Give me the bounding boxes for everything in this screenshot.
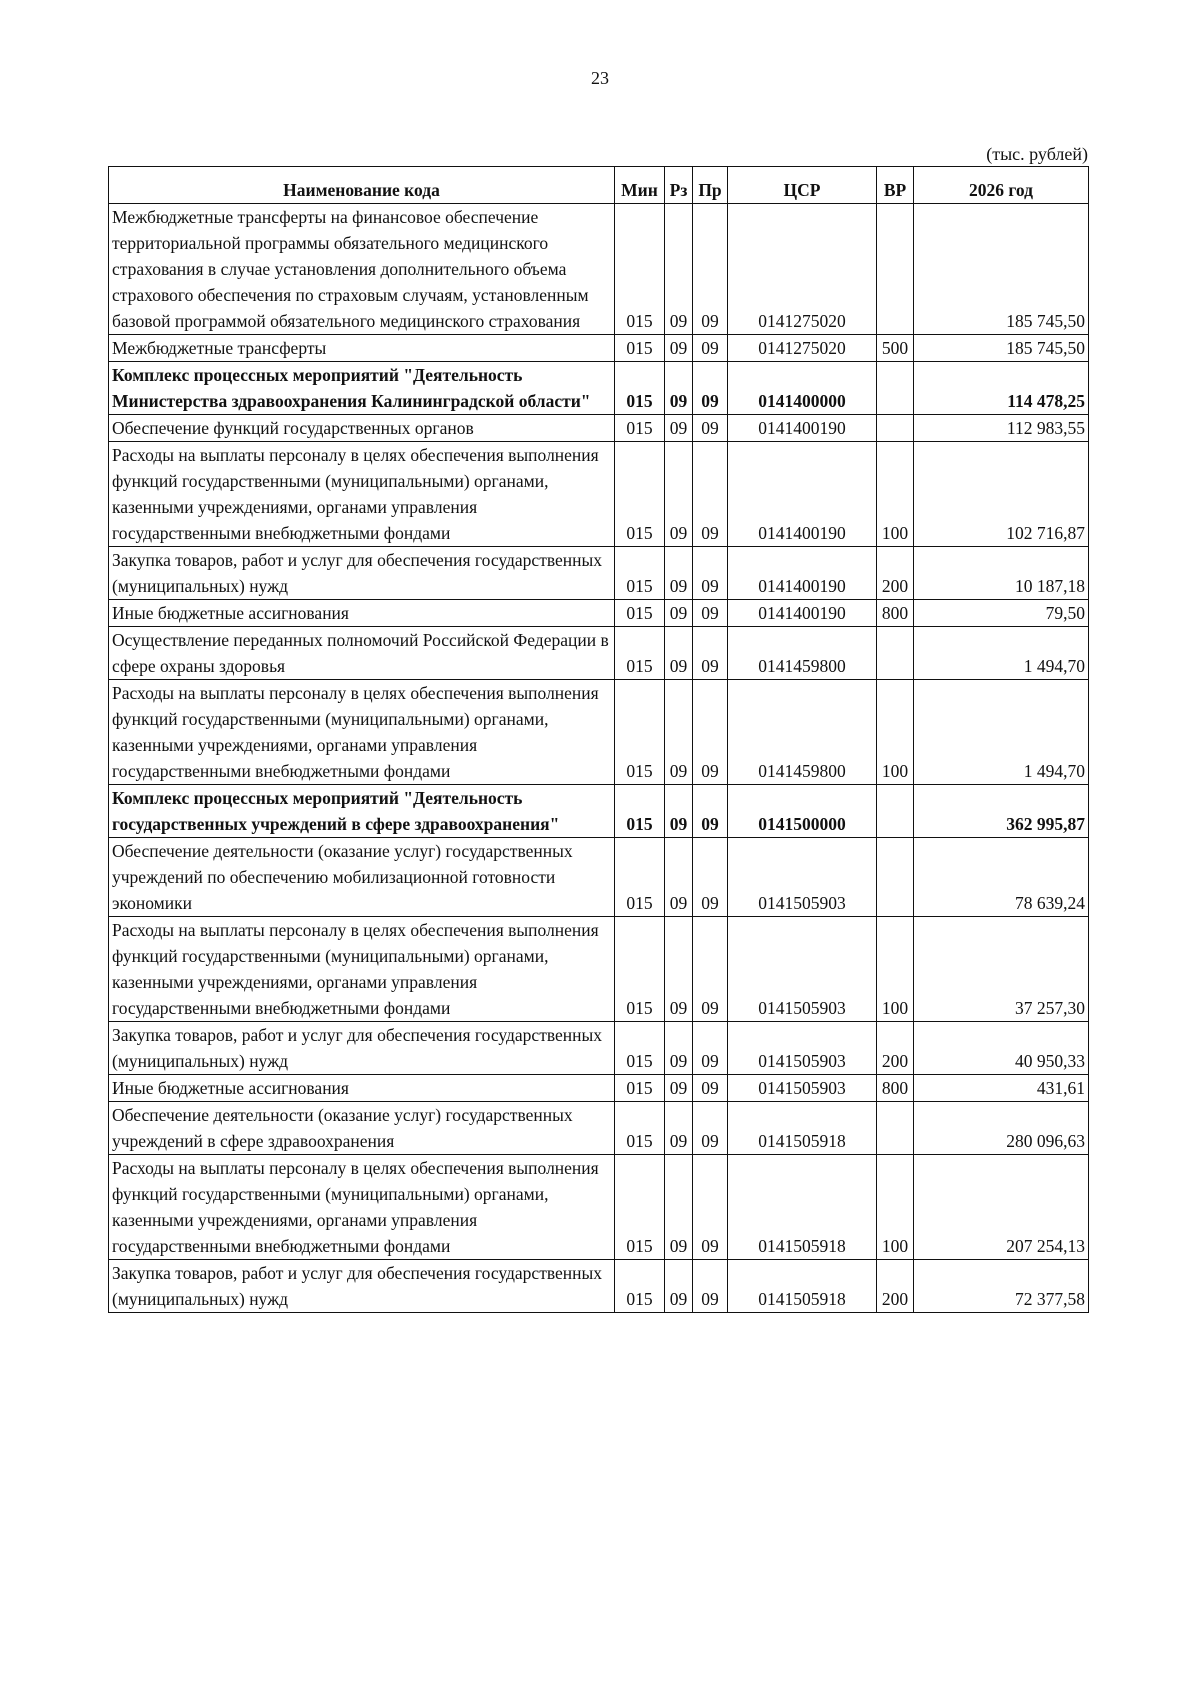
table-row: [109, 442, 1089, 547]
cell-vr: 100: [877, 917, 914, 1022]
cell-csr: 0141400190: [728, 415, 877, 442]
cell-vr: 100: [877, 680, 914, 785]
table-row: [109, 547, 1089, 600]
cell-csr: 0141459800: [728, 680, 877, 785]
cell-name: Обеспечение деятельности (оказание услуг) государственных учреждений по обеспечению мобилизационной готовности экономики: [109, 838, 615, 917]
units-note: (тыс. рублей): [986, 144, 1088, 164]
cell-min: 015: [615, 1155, 665, 1260]
cell-name: Расходы на выплаты персоналу в целях обеспечения выполнения функций государственными (муниципальными) органами, казенными учреждениями, органами управления государственными внебюджетными фондами: [109, 917, 615, 1022]
header-name: Наименование кода: [109, 167, 615, 204]
cell-csr: 0141400190: [728, 442, 877, 547]
cell-name: Расходы на выплаты персоналу в целях обеспечения выполнения функций государственными (муниципальными) органами, казенными учреждениями, органами управления государственными внебюджетными фондами: [109, 680, 615, 785]
cell-vr: 100: [877, 442, 914, 547]
cell-min: 015: [615, 335, 665, 362]
cell-pr: 09: [693, 415, 728, 442]
cell-csr: 0141400190: [728, 547, 877, 600]
cell-vr: [877, 415, 914, 442]
budget-table: [108, 166, 1089, 1313]
cell-amount: 40 950,33: [914, 1022, 1089, 1075]
cell-pr: 09: [693, 547, 728, 600]
table-row: [109, 838, 1089, 917]
header-year: 2026 год: [914, 167, 1089, 204]
header-min: Мин: [615, 167, 665, 204]
cell-pr: 09: [693, 1102, 728, 1155]
table-row: [109, 600, 1089, 627]
cell-csr: 0141500000: [728, 785, 877, 838]
page-number: 23: [591, 68, 609, 88]
cell-name: Расходы на выплаты персоналу в целях обеспечения выполнения функций государственными (муниципальными) органами, казенными учреждениями, органами управления государственными внебюджетными фондами: [109, 1155, 615, 1260]
cell-rz: 09: [665, 627, 693, 680]
cell-vr: [877, 627, 914, 680]
table-row: [109, 1155, 1089, 1260]
cell-rz: 09: [665, 680, 693, 785]
cell-vr: 200: [877, 1260, 914, 1313]
table-row: [109, 785, 1089, 838]
cell-name: Расходы на выплаты персоналу в целях обеспечения выполнения функций государственными (муниципальными) органами, казенными учреждениями, органами управления государственными внебюджетными фондами: [109, 442, 615, 547]
cell-rz: 09: [665, 1155, 693, 1260]
cell-rz: 09: [665, 785, 693, 838]
cell-amount: 1 494,70: [914, 680, 1089, 785]
cell-csr: 0141505918: [728, 1155, 877, 1260]
cell-name: Обеспечение деятельности (оказание услуг) государственных учреждений в сфере здравоохранения: [109, 1102, 615, 1155]
cell-rz: 09: [665, 442, 693, 547]
cell-amount: 431,61: [914, 1075, 1089, 1102]
cell-amount: 207 254,13: [914, 1155, 1089, 1260]
cell-rz: 09: [665, 600, 693, 627]
cell-min: 015: [615, 917, 665, 1022]
cell-rz: 09: [665, 917, 693, 1022]
cell-vr: 200: [877, 547, 914, 600]
cell-min: 015: [615, 442, 665, 547]
table-row: [109, 362, 1089, 415]
cell-pr: 09: [693, 335, 728, 362]
cell-min: 015: [615, 547, 665, 600]
cell-min: 015: [615, 627, 665, 680]
cell-csr: 0141275020: [728, 204, 877, 335]
cell-pr: 09: [693, 1075, 728, 1102]
cell-pr: 09: [693, 838, 728, 917]
cell-min: 015: [615, 1075, 665, 1102]
cell-amount: 102 716,87: [914, 442, 1089, 547]
header-pr: Пр: [693, 167, 728, 204]
header-csr: ЦСР: [728, 167, 877, 204]
cell-csr: 0141505918: [728, 1102, 877, 1155]
cell-name: Закупка товаров, работ и услуг для обеспечения государственных (муниципальных) нужд: [109, 547, 615, 600]
cell-name: Осуществление переданных полномочий Российской Федерации в сфере охраны здоровья: [109, 627, 615, 680]
cell-name: Межбюджетные трансферты на финансовое обеспечение территориальной программы обязательного медицинского страхования в случае установления дополнительного объема страхового обеспечения по страховым случаям, установленным базовой программой обязательного медицинского страхования: [109, 204, 615, 335]
header-rz: Рз: [665, 167, 693, 204]
cell-csr: 0141400000: [728, 362, 877, 415]
cell-pr: 09: [693, 1155, 728, 1260]
cell-rz: 09: [665, 415, 693, 442]
cell-csr: 0141505903: [728, 1075, 877, 1102]
cell-rz: 09: [665, 1075, 693, 1102]
cell-min: 015: [615, 1102, 665, 1155]
cell-amount: 362 995,87: [914, 785, 1089, 838]
cell-csr: 0141505903: [728, 1022, 877, 1075]
cell-min: 015: [615, 600, 665, 627]
cell-csr: 0141275020: [728, 335, 877, 362]
header-vr: ВР: [877, 167, 914, 204]
table-row: [109, 1102, 1089, 1155]
cell-csr: 0141505903: [728, 917, 877, 1022]
cell-pr: 09: [693, 362, 728, 415]
cell-pr: 09: [693, 680, 728, 785]
cell-pr: 09: [693, 600, 728, 627]
cell-min: 015: [615, 415, 665, 442]
table-row: [109, 680, 1089, 785]
cell-amount: 78 639,24: [914, 838, 1089, 917]
cell-min: 015: [615, 785, 665, 838]
cell-vr: 800: [877, 600, 914, 627]
cell-vr: 500: [877, 335, 914, 362]
table-header-row: [109, 167, 1089, 204]
cell-amount: 37 257,30: [914, 917, 1089, 1022]
cell-amount: 10 187,18: [914, 547, 1089, 600]
cell-rz: 09: [665, 1022, 693, 1075]
table-row: [109, 204, 1089, 335]
cell-rz: 09: [665, 1260, 693, 1313]
cell-min: 015: [615, 838, 665, 917]
table-row: [109, 627, 1089, 680]
cell-name: Комплекс процессных мероприятий "Деятельность государственных учреждений в сфере здравоохранения": [109, 785, 615, 838]
cell-min: 015: [615, 362, 665, 415]
cell-amount: 1 494,70: [914, 627, 1089, 680]
cell-name: Закупка товаров, работ и услуг для обеспечения государственных (муниципальных) нужд: [109, 1022, 615, 1075]
cell-amount: 112 983,55: [914, 415, 1089, 442]
cell-rz: 09: [665, 1102, 693, 1155]
cell-vr: [877, 785, 914, 838]
cell-csr: 0141459800: [728, 627, 877, 680]
cell-min: 015: [615, 680, 665, 785]
cell-amount: 185 745,50: [914, 204, 1089, 335]
cell-min: 015: [615, 1260, 665, 1313]
cell-name: Иные бюджетные ассигнования: [109, 1075, 615, 1102]
cell-rz: 09: [665, 838, 693, 917]
cell-pr: 09: [693, 1260, 728, 1313]
cell-name: Закупка товаров, работ и услуг для обеспечения государственных (муниципальных) нужд: [109, 1260, 615, 1313]
cell-vr: [877, 838, 914, 917]
table-row: [109, 335, 1089, 362]
cell-pr: 09: [693, 442, 728, 547]
cell-pr: 09: [693, 917, 728, 1022]
table-row: [109, 1075, 1089, 1102]
cell-vr: 100: [877, 1155, 914, 1260]
cell-amount: 114 478,25: [914, 362, 1089, 415]
cell-pr: 09: [693, 204, 728, 335]
cell-pr: 09: [693, 1022, 728, 1075]
cell-vr: [877, 1102, 914, 1155]
table-row: [109, 1260, 1089, 1313]
cell-name: Межбюджетные трансферты: [109, 335, 615, 362]
cell-name: Иные бюджетные ассигнования: [109, 600, 615, 627]
cell-vr: [877, 204, 914, 335]
cell-rz: 09: [665, 204, 693, 335]
cell-rz: 09: [665, 335, 693, 362]
cell-name: Обеспечение функций государственных органов: [109, 415, 615, 442]
cell-rz: 09: [665, 362, 693, 415]
table-row: [109, 415, 1089, 442]
cell-vr: 800: [877, 1075, 914, 1102]
cell-name: Комплекс процессных мероприятий "Деятельность Министерства здравоохранения Калининградской области": [109, 362, 615, 415]
cell-vr: [877, 362, 914, 415]
cell-amount: 280 096,63: [914, 1102, 1089, 1155]
cell-amount: 79,50: [914, 600, 1089, 627]
cell-min: 015: [615, 1022, 665, 1075]
cell-amount: 72 377,58: [914, 1260, 1089, 1313]
table-row: [109, 917, 1089, 1022]
cell-pr: 09: [693, 627, 728, 680]
table-row: [109, 1022, 1089, 1075]
cell-rz: 09: [665, 547, 693, 600]
cell-min: 015: [615, 204, 665, 335]
cell-csr: 0141505918: [728, 1260, 877, 1313]
cell-amount: 185 745,50: [914, 335, 1089, 362]
cell-csr: 0141505903: [728, 838, 877, 917]
cell-vr: 200: [877, 1022, 914, 1075]
cell-csr: 0141400190: [728, 600, 877, 627]
cell-pr: 09: [693, 785, 728, 838]
